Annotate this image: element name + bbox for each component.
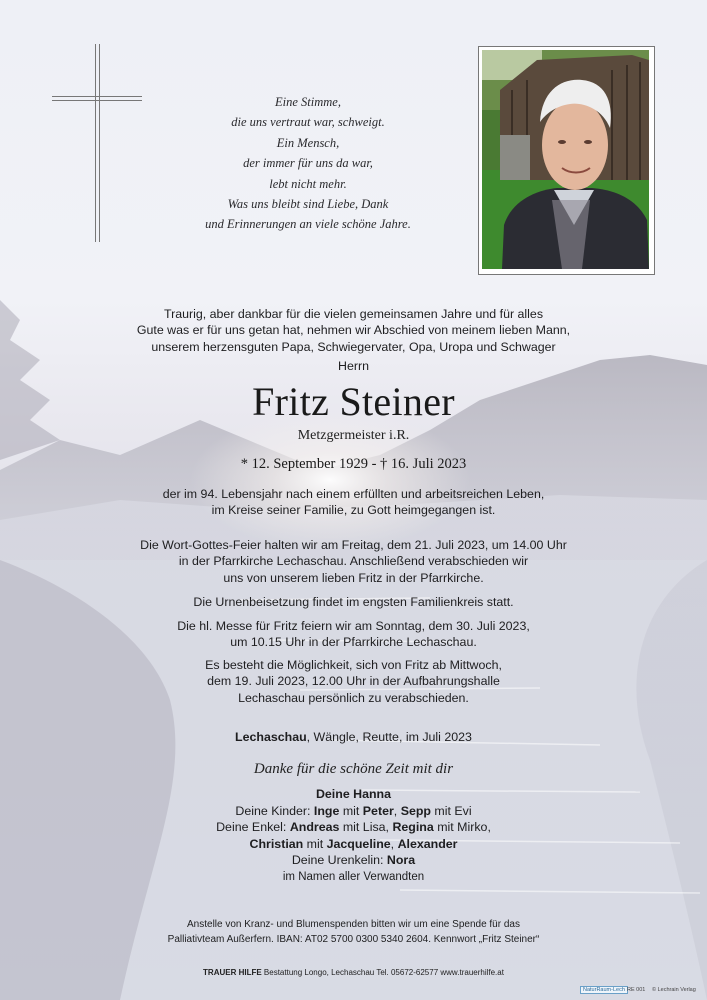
poem-line: Ein Mensch, — [276, 135, 340, 150]
family-wife — [0, 786, 707, 803]
mass-line: um 10.15 Uhr in der Pfarrkirche Lechaschau. — [230, 635, 477, 650]
place-bold: Lechaschau — [235, 730, 307, 744]
grandchild-name: Andreas — [289, 820, 340, 835]
donation-line: Anstelle von Kranz- und Blumenspenden bitten wir um eine Spende für das — [187, 919, 520, 930]
intro-line: unserem herzensguten Papa, Schwiegervater, Opa, Uropa und Schwager — [151, 339, 556, 354]
poem-line: Was uns bleibt sind Liebe, Dank — [227, 197, 389, 212]
portrait-frame — [478, 46, 655, 275]
place-date — [0, 729, 707, 745]
urn-text: Die Urnenbeisetzung findet im engsten Familienkreis statt. — [193, 595, 514, 609]
poem-line: Eine Stimme, — [275, 95, 341, 109]
intro-line: Traurig, aber dankbar für die vielen gemeinsamen Jahre und für alles — [163, 307, 544, 321]
child-name: Sepp — [400, 803, 431, 818]
life-line: der im 94. Lebensjahr nach einem erfüllten und arbeitsreichen Leben, — [162, 487, 545, 501]
family-great — [0, 852, 707, 869]
relatives-line: im Namen aller Verwandten — [282, 870, 425, 883]
donation-line: Palliativteam Außerfern. IBAN: AT02 5700 0300 5340 2604. Kennwort „Fritz Steiner“ — [167, 933, 540, 945]
grandchild-name: Regina — [392, 820, 434, 835]
thanks-line: Danke für die schöne Zeit mit dir — [253, 761, 454, 777]
mass-line: Die hl. Messe für Fritz feiern wir am Sonntag, dem 30. Juli 2023, — [177, 619, 530, 633]
naturraum-badge: NaturRaum-Lech — [580, 986, 628, 994]
viewing-line: Es besteht die Möglichkeit, sich von Fritz ab Mittwoch, — [205, 658, 502, 672]
connector: mit — [339, 803, 363, 818]
portrait-photo — [482, 50, 649, 269]
footer — [0, 968, 707, 977]
footer-copyright: © Lechrain Verlag — [652, 987, 696, 993]
connector: mit Mirko, — [433, 820, 491, 835]
child-name: Inge — [313, 803, 340, 818]
poem-line: lebt nicht mehr. — [269, 176, 347, 191]
salutation: Herrn — [338, 359, 369, 374]
connector: mit — [303, 836, 327, 851]
poem-line: und Erinnerungen an viele schöne Jahre. — [205, 217, 411, 232]
cross-icon — [52, 44, 144, 242]
viewing-text — [0, 657, 707, 706]
viewing-line: Lechaschau persönlich zu verabschieden. — [238, 690, 469, 705]
grandchild-name: Alexander — [397, 836, 458, 851]
poem-line: der immer für uns da war, — [243, 156, 373, 171]
family-children — [0, 803, 707, 820]
life-line: im Kreise seiner Familie, zu Gott heimgegangen ist. — [211, 503, 496, 518]
footer-text: Bestattung Longo, Lechaschau Tel. 05672-62577 www.trauerhilfe.at — [261, 968, 504, 977]
connector: mit Evi — [430, 803, 472, 818]
family-list — [0, 786, 707, 886]
connector: mit Lisa, — [339, 820, 393, 835]
intro-text — [0, 306, 707, 375]
connector: , — [393, 803, 401, 818]
footer-code: RE 001 — [627, 987, 646, 993]
donation-text — [0, 918, 707, 947]
grandchildren-label: Deine Enkel: — [216, 820, 290, 835]
ceremony-line: in der Pfarrkirche Lechaschau. Anschließend verabschieden wir — [178, 554, 529, 569]
poem-line: die uns vertraut war, schweigt. — [231, 115, 385, 130]
ceremony-line: uns von unserem lieben Fritz in der Pfarrkirche. — [223, 570, 484, 585]
connector: , — [390, 836, 398, 851]
family-grandchildren — [0, 819, 707, 836]
viewing-line: dem 19. Juli 2023, 12.00 Uhr in der Aufbahrungshalle — [207, 674, 500, 689]
life-text — [0, 486, 707, 519]
mass-text — [0, 618, 707, 651]
intro-line: Gute was er für uns getan hat, nehmen wir Abschied von meinem lieben Mann, — [136, 323, 571, 338]
deceased-name: Fritz Steiner — [252, 379, 455, 424]
partner-name: Peter — [362, 803, 394, 818]
family-grandchildren-2 — [0, 836, 707, 853]
ceremony-text — [0, 537, 707, 586]
great-label: Deine Urenkelin: — [291, 853, 387, 868]
grandchild-name: Christian — [249, 836, 304, 851]
deceased-title: Metzgermeister i.R. — [297, 428, 410, 443]
great-grandchild-name: Nora — [386, 853, 416, 868]
wife-name: Deine Hanna — [315, 787, 392, 801]
life-dates: * 12. September 1929 - † 16. Juli 2023 — [240, 456, 467, 472]
children-label: Deine Kinder: — [235, 803, 314, 818]
place-rest: , Wängle, Reutte, im Juli 2023 — [306, 730, 472, 744]
ceremony-line: Die Wort-Gottes-Feier halten wir am Freitag, dem 21. Juli 2023, um 14.00 Uhr — [140, 538, 567, 552]
partner-name: Jacqueline — [326, 836, 391, 851]
footer-brand: TRAUER HILFE — [203, 968, 262, 977]
poem — [168, 92, 448, 235]
